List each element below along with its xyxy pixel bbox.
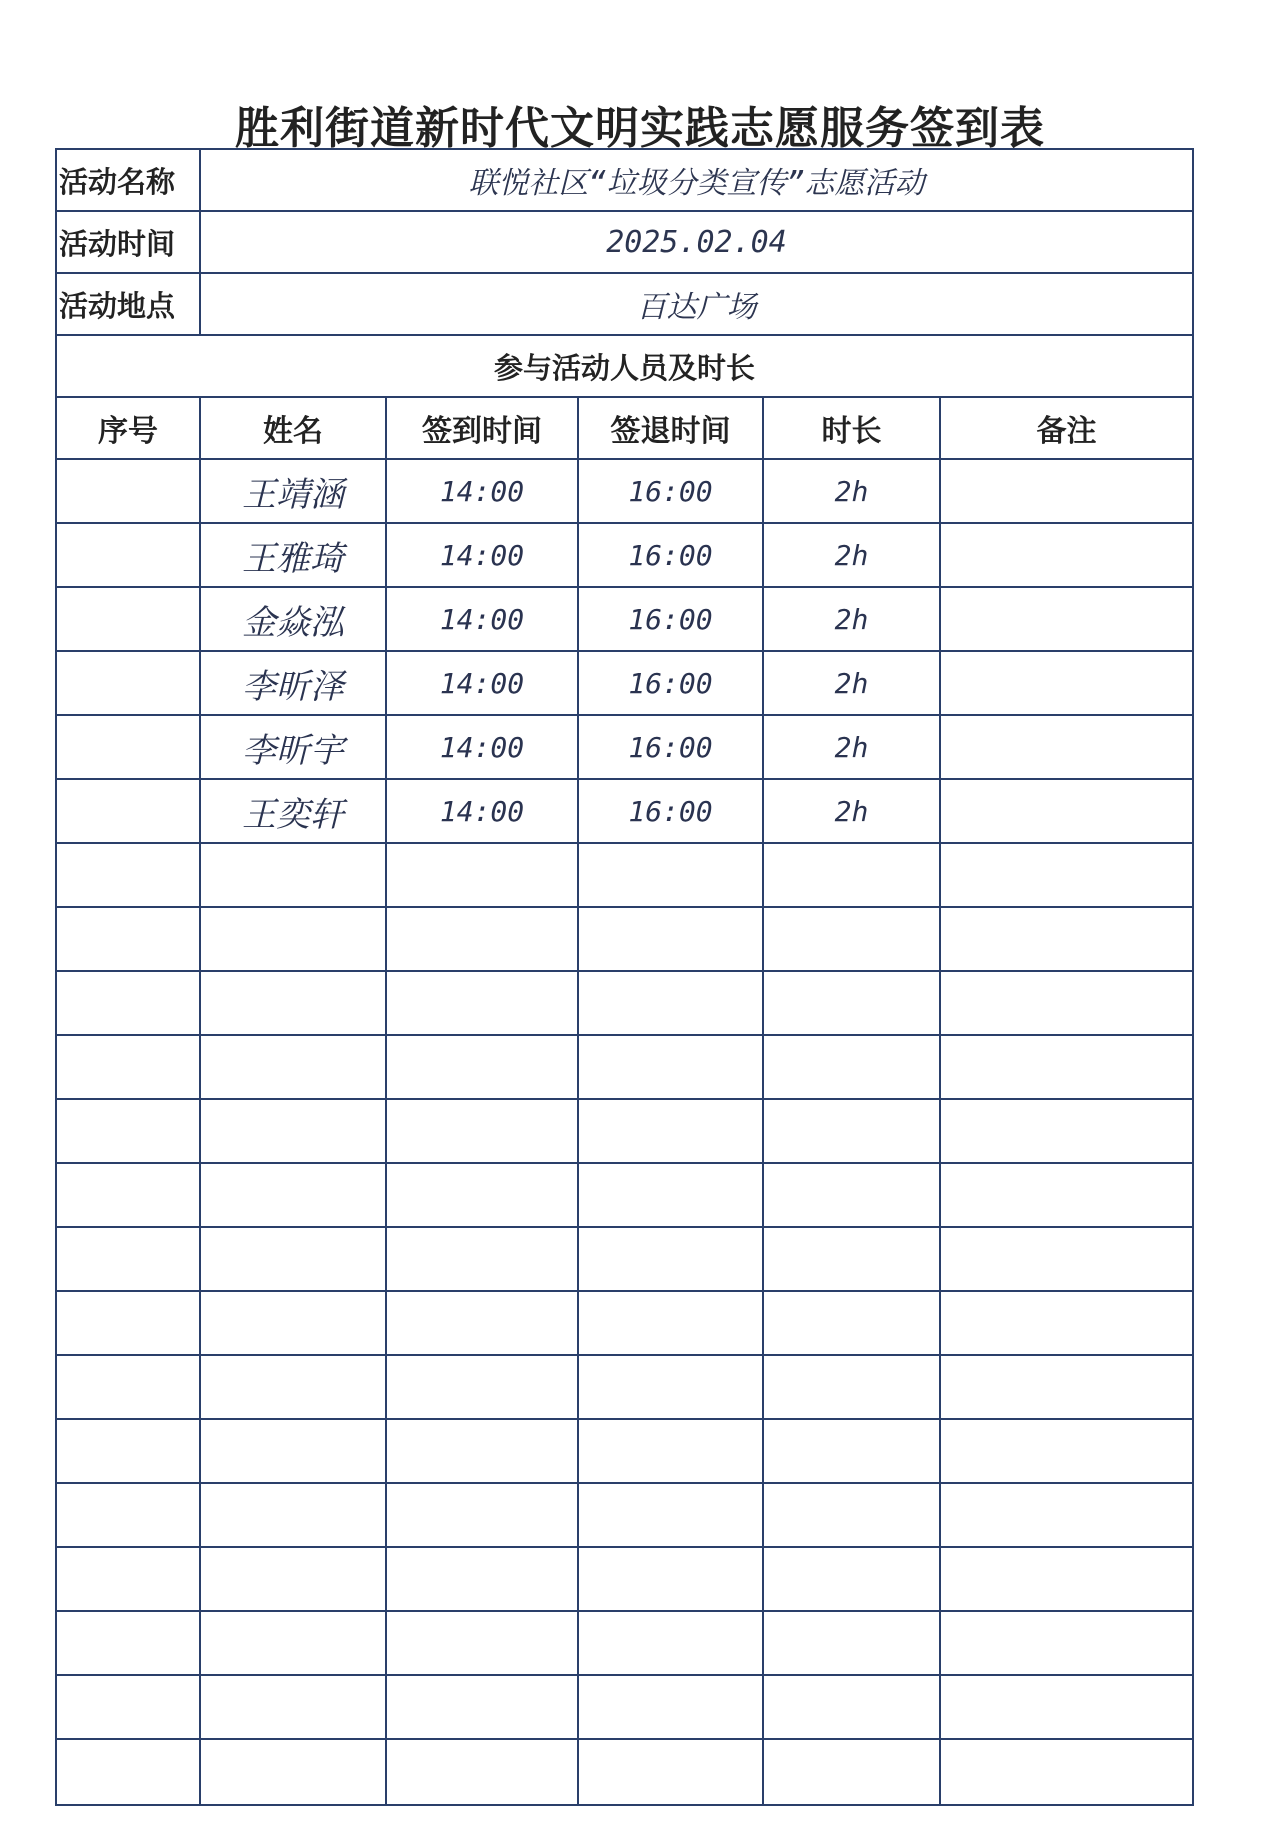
table-cell-duration xyxy=(764,1420,941,1484)
table-cell-duration xyxy=(764,1036,941,1100)
table-cell-note xyxy=(941,1036,1192,1100)
table-cell-checkin: 14:00 xyxy=(387,716,579,780)
table-cell-note xyxy=(941,908,1192,972)
column-header-no: 序号 xyxy=(57,398,201,460)
activity-time-row xyxy=(57,212,1192,274)
table-cell-duration xyxy=(764,844,941,908)
table-cell-duration xyxy=(764,1292,941,1356)
table-cell-checkout xyxy=(579,1612,764,1676)
table-cell-checkout: 16:00 xyxy=(579,460,764,524)
table-cell-name xyxy=(201,1356,387,1420)
table-cell-checkout xyxy=(579,1228,764,1292)
table-cell-duration: 2h xyxy=(764,460,941,524)
table-cell-checkin xyxy=(387,1100,579,1164)
table-cell-name xyxy=(201,1676,387,1740)
table-cell-name xyxy=(201,1740,387,1804)
table-cell-duration xyxy=(764,1612,941,1676)
activity-place-row xyxy=(57,274,1192,336)
table-cell-name xyxy=(201,1548,387,1612)
table-cell-checkout xyxy=(579,1356,764,1420)
table-cell-no xyxy=(57,588,201,652)
table-cell-note xyxy=(941,1740,1192,1804)
table-cell-note xyxy=(941,972,1192,1036)
table-cell-note xyxy=(941,1484,1192,1548)
table-cell-checkout: 16:00 xyxy=(579,716,764,780)
table-cell-note xyxy=(941,1292,1192,1356)
table-cell-checkin xyxy=(387,1740,579,1804)
table-cell-no xyxy=(57,716,201,780)
activity-name-label: 活动名称 xyxy=(57,150,201,210)
table-cell-no xyxy=(57,1228,201,1292)
table-cell-checkout xyxy=(579,1740,764,1804)
table-cell-no xyxy=(57,1420,201,1484)
table-cell-no xyxy=(57,652,201,716)
table-cell-duration: 2h xyxy=(764,588,941,652)
table-cell-note xyxy=(941,1676,1192,1740)
table-cell-note xyxy=(941,460,1192,524)
activity-name-row xyxy=(57,150,1192,212)
activity-name-value: 联悦社区“垃圾分类宣传”志愿活动 xyxy=(468,166,925,201)
table-cell-checkin xyxy=(387,1356,579,1420)
table-cell-checkin xyxy=(387,1228,579,1292)
table-cell-note xyxy=(941,1548,1192,1612)
table-cell-checkin xyxy=(387,1164,579,1228)
table-cell-checkout: 16:00 xyxy=(579,780,764,844)
table-cell-checkout xyxy=(579,1548,764,1612)
table-cell-checkout xyxy=(579,1676,764,1740)
table-cell-checkout xyxy=(579,1164,764,1228)
table-cell-no xyxy=(57,524,201,588)
table-cell-checkin: 14:00 xyxy=(387,524,579,588)
table-cell-checkout: 16:00 xyxy=(579,524,764,588)
table-cell-note xyxy=(941,1164,1192,1228)
table-cell-note xyxy=(941,588,1192,652)
table-cell-duration xyxy=(764,908,941,972)
table-cell-checkout xyxy=(579,1484,764,1548)
activity-place-value: 百达广场 xyxy=(636,290,757,325)
table-cell-note xyxy=(941,1612,1192,1676)
table-cell-checkin: 14:00 xyxy=(387,780,579,844)
participants-section-title: 参与活动人员及时长 xyxy=(57,336,1192,398)
table-cell-name: 李昕泽 xyxy=(201,652,387,716)
table-cell-checkout xyxy=(579,972,764,1036)
table-cell-checkout xyxy=(579,1100,764,1164)
table-cell-duration: 2h xyxy=(764,652,941,716)
table-cell-checkin xyxy=(387,1612,579,1676)
table-cell-no xyxy=(57,1356,201,1420)
table-cell-duration xyxy=(764,972,941,1036)
table-cell-note xyxy=(941,1420,1192,1484)
table-cell-name: 王靖涵 xyxy=(201,460,387,524)
table-cell-duration: 2h xyxy=(764,524,941,588)
table-cell-note xyxy=(941,780,1192,844)
table-cell-checkout: 16:00 xyxy=(579,588,764,652)
table-cell-checkin xyxy=(387,972,579,1036)
column-header-note: 备注 xyxy=(941,398,1192,460)
table-cell-checkin xyxy=(387,1036,579,1100)
table-cell-checkin: 14:00 xyxy=(387,460,579,524)
table-cell-checkin: 14:00 xyxy=(387,588,579,652)
table-cell-name: 王雅琦 xyxy=(201,524,387,588)
table-cell-name xyxy=(201,1292,387,1356)
table-cell-name xyxy=(201,1612,387,1676)
table-cell-note xyxy=(941,1228,1192,1292)
table-cell-no xyxy=(57,972,201,1036)
table-cell-name xyxy=(201,1036,387,1100)
table-cell-note xyxy=(941,1356,1192,1420)
table-cell-no xyxy=(57,1548,201,1612)
table-cell-no xyxy=(57,1484,201,1548)
table-cell-checkin xyxy=(387,1676,579,1740)
table-cell-checkin xyxy=(387,1484,579,1548)
table-cell-no xyxy=(57,460,201,524)
table-cell-duration xyxy=(764,1484,941,1548)
table-cell-checkin xyxy=(387,908,579,972)
table-cell-checkin xyxy=(387,844,579,908)
table-cell-duration xyxy=(764,1356,941,1420)
table-cell-duration xyxy=(764,1548,941,1612)
sign-in-form xyxy=(55,148,1194,1806)
column-header-duration: 时长 xyxy=(764,398,941,460)
table-cell-note xyxy=(941,652,1192,716)
table-cell-checkin xyxy=(387,1420,579,1484)
table-cell-name xyxy=(201,908,387,972)
participants-table xyxy=(57,398,1192,1804)
table-cell-no xyxy=(57,1036,201,1100)
table-cell-name: 李昕宇 xyxy=(201,716,387,780)
table-cell-checkin: 14:00 xyxy=(387,652,579,716)
table-cell-note xyxy=(941,844,1192,908)
table-cell-checkin xyxy=(387,1548,579,1612)
table-cell-checkin xyxy=(387,1292,579,1356)
table-cell-checkout xyxy=(579,844,764,908)
table-cell-duration: 2h xyxy=(764,780,941,844)
table-cell-duration xyxy=(764,1740,941,1804)
table-cell-note xyxy=(941,716,1192,780)
table-cell-note xyxy=(941,1100,1192,1164)
table-cell-duration xyxy=(764,1228,941,1292)
table-cell-duration xyxy=(764,1164,941,1228)
table-cell-name xyxy=(201,972,387,1036)
activity-time-label: 活动时间 xyxy=(57,212,201,272)
column-header-name: 姓名 xyxy=(201,398,387,460)
table-cell-checkout xyxy=(579,1420,764,1484)
table-cell-no xyxy=(57,780,201,844)
column-header-checkin: 签到时间 xyxy=(387,398,579,460)
table-cell-name: 王奕轩 xyxy=(201,780,387,844)
table-cell-duration xyxy=(764,1100,941,1164)
table-cell-no xyxy=(57,1612,201,1676)
page-title: 胜利街道新时代文明实践志愿服务签到表 xyxy=(235,103,1045,154)
table-cell-no xyxy=(57,1292,201,1356)
table-cell-no xyxy=(57,1164,201,1228)
table-cell-duration xyxy=(764,1676,941,1740)
column-header-checkout: 签退时间 xyxy=(579,398,764,460)
table-cell-no xyxy=(57,908,201,972)
table-cell-checkout: 16:00 xyxy=(579,652,764,716)
table-cell-checkout xyxy=(579,1292,764,1356)
table-cell-no xyxy=(57,1676,201,1740)
table-cell-note xyxy=(941,524,1192,588)
table-cell-duration: 2h xyxy=(764,716,941,780)
table-cell-name xyxy=(201,1228,387,1292)
table-cell-name: 金焱泓 xyxy=(201,588,387,652)
table-cell-checkout xyxy=(579,1036,764,1100)
activity-time-value: 2025.02.04 xyxy=(606,224,787,260)
table-cell-name xyxy=(201,1100,387,1164)
table-cell-no xyxy=(57,1740,201,1804)
table-cell-name xyxy=(201,1164,387,1228)
table-cell-name xyxy=(201,1484,387,1548)
table-cell-name xyxy=(201,844,387,908)
table-cell-name xyxy=(201,1420,387,1484)
table-cell-no xyxy=(57,844,201,908)
table-cell-no xyxy=(57,1100,201,1164)
table-cell-checkout xyxy=(579,908,764,972)
activity-place-label: 活动地点 xyxy=(57,274,201,334)
